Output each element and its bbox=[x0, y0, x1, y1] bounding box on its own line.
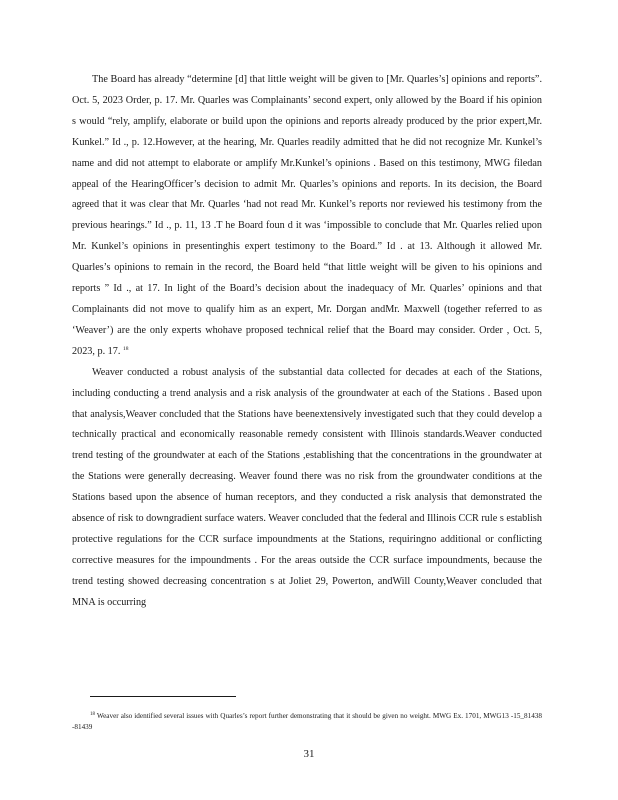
paragraph: Weaver conducted a robust analysis of the substantial data collected for decades at each of the Stations, including conducting a trend analysis and a risk analysis of the groundwater at each of the Stations . Based upon that analysis,Weaver concluded that the Stations have beenextensively investigated such that they could develop a technically practical and economically reasonable remedy consistent with Illinois standards.Weaver conducted trend testing of the groundwater at each of the Stations ,establishing that the concentrations in the groundwater at the Stations were generally decreasing. Weaver found there was no risk from the groundwater conditions at the Stations based upon the absence of human receptors, and they conducted a risk analysis that demonstrated the absence of risk to downgradient surface waters. Weaver concluded that the federal and Illinois CCR rule s establish protective regulations for the CCR surface impoundments at the Stations, requiringno additional or conflicting corrective measures for the impoundments . For the areas outside the CCR surface impoundments, because the trend testing showed decreasing concentration s at Joliet 29, Powerton, andWill County,Weaver concluded that MNA is occurring bbox=[72, 366, 542, 608]
footnote-reference: 18 bbox=[122, 345, 129, 352]
footnote-number: 18 bbox=[90, 712, 95, 717]
paragraph-text: The Board has already “determine [d] that little weight will be given to [Mr. Quarles’s] opinions and reports”. Oct. 5, 2023 Order, p. 17. Mr. Quarles was Complainants’ second expert, only allowed by the Board if his opinion s would “rely, amplify, elaborate or build upon the opinions and reports already produced by the prior expert,Mr. Kunkel.” Id ., p. 12.However, at the hearing, Mr. Quarles readily admitted that he did not recognize Mr. Kunkel’s name and did not attempt to elaborate or amplify Mr.Kunkel’s opinions . Based on this testimony, MWG filedan appeal of the HearingOfficer’s decision to admit Mr. Quarles’s opinions and reports. In its decision, the Board agreed that it was clear that Mr. Quarles ‘had not read Mr. Kunkel’s reports nor reviewed his testimony from the previous hearings.” Id ., p. 11, 13 .T he Board foun d it was ‘impossible to conclude that Mr. Quarles relied upon Mr. Kunkel’s opinions in presentinghis expert testimony to the Board.” Id . at 13. Although it allowed Mr. Quarles’s opinions to remain in the record, the Board held “that little weight will be given to his opinions and reports ” Id ., at 17. In light of the Board’s decision about the inadequacy of Mr. Quarles’ opinions and that Complainants did not move to qualify him as an expert, Mr. Dorgan andMr. Maxwell (together referred to as ‘Weaver’) are the only experts whohave proposed technical relief that the Board may consider. Order , Oct. 5, 2023, p. 17. bbox=[72, 74, 542, 357]
footnote-separator bbox=[90, 696, 236, 697]
body-text bbox=[72, 70, 542, 614]
footnote bbox=[72, 711, 542, 733]
paragraph bbox=[72, 70, 542, 363]
page-number: 31 bbox=[303, 748, 315, 760]
footnote-text: Weaver also identified several issues with Quarles’s report further demonstrating that it should be given no weight. MWG Ex. 1701, MWG13 -15_81438 -81439 bbox=[72, 712, 542, 731]
